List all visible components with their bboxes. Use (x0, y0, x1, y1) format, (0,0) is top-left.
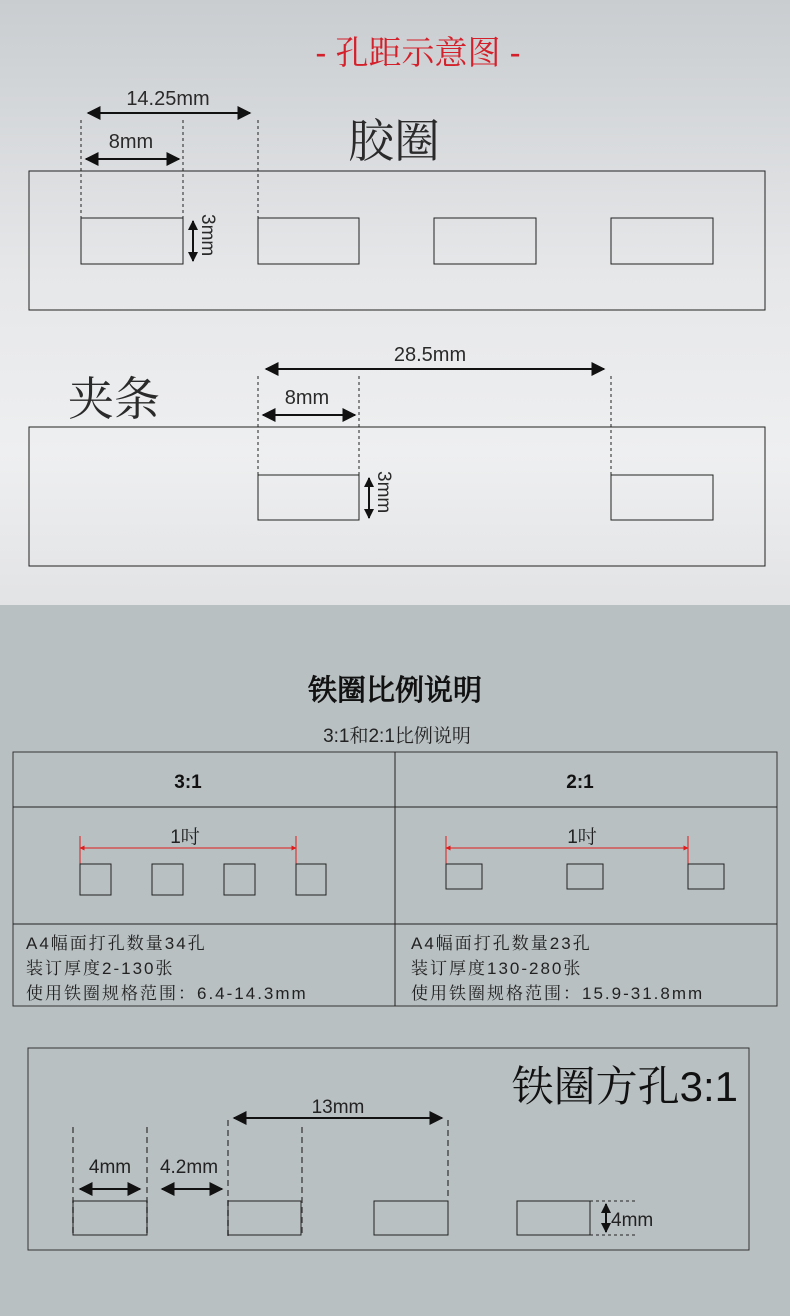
clip-strip-pitch-label: 28.5mm (393, 344, 467, 366)
ratio-3-1-inch-label: 1吋 (170, 827, 200, 848)
square-hole-diagram (28, 1048, 749, 1250)
ratio-2-1-header: 2:1 (566, 772, 594, 793)
ratio-3-1-line: 使用铁圈规格范围：6.4-14.3mm (26, 984, 308, 1003)
square-hole-title: 铁圈方孔3:1 (511, 1063, 738, 1110)
ratio-2-1-line: A4幅面打孔数量23孔 (411, 934, 592, 953)
clip-strip-width-label: 8mm (284, 387, 330, 409)
ratio-2-1-line: 使用铁圈规格范围：15.9-31.8mm (411, 984, 705, 1003)
ratio-table (13, 752, 777, 1006)
clip-strip-label: 夹条 (68, 373, 160, 425)
iron-ring-heading: 铁圈比例说明 (307, 675, 483, 707)
rubber-ring-hole (611, 218, 713, 264)
ratio-3-1-hole (152, 864, 183, 895)
clip-strip-height-label: 3mm (373, 471, 394, 514)
ratio-2-1-hole (688, 864, 724, 889)
square-hole-pitch-label: 13mm (311, 1097, 365, 1118)
ratio-3-1-hole (296, 864, 326, 895)
iron-ring-subheading: 3:1和2:1比例说明 (323, 726, 471, 747)
rubber-ring-diagram (29, 88, 765, 310)
square-hole (228, 1201, 301, 1235)
rubber-ring-pitch-label: 14.25mm (126, 88, 210, 110)
ratio-2-1-inch-label: 1吋 (567, 827, 597, 848)
clip-strip-strip (29, 427, 765, 566)
square-hole-gap-label: 4.2mm (159, 1157, 219, 1178)
ratio-2-1-line: 装订厚度130-280张 (411, 959, 583, 978)
rubber-ring-hole (81, 218, 183, 264)
clip-strip-diagram (29, 344, 765, 566)
rubber-ring-width-label: 8mm (108, 131, 154, 153)
page-title: - 孔距示意图 - (315, 34, 521, 71)
ratio-2-1-hole (567, 864, 603, 889)
square-hole (374, 1201, 448, 1235)
ratio-3-1-header: 3:1 (174, 772, 202, 793)
square-hole-width-label: 4mm (88, 1157, 132, 1178)
rubber-ring-label: 胶圈 (348, 115, 440, 167)
ratio-2-1-hole (446, 864, 482, 889)
square-hole-height-label: 4mm (611, 1210, 654, 1231)
rubber-ring-strip (29, 171, 765, 310)
clip-strip-hole (258, 475, 359, 520)
square-hole (73, 1201, 147, 1235)
ratio-3-1-line: A4幅面打孔数量34孔 (26, 934, 207, 953)
ratio-3-1-hole (224, 864, 255, 895)
rubber-ring-hole (434, 218, 536, 264)
clip-strip-hole (611, 475, 713, 520)
ratio-3-1-line: 装订厚度2-130张 (26, 959, 175, 978)
ratio-3-1-hole (80, 864, 111, 895)
rubber-ring-height-label: 3mm (197, 214, 218, 257)
square-hole (517, 1201, 590, 1235)
rubber-ring-hole (258, 218, 359, 264)
